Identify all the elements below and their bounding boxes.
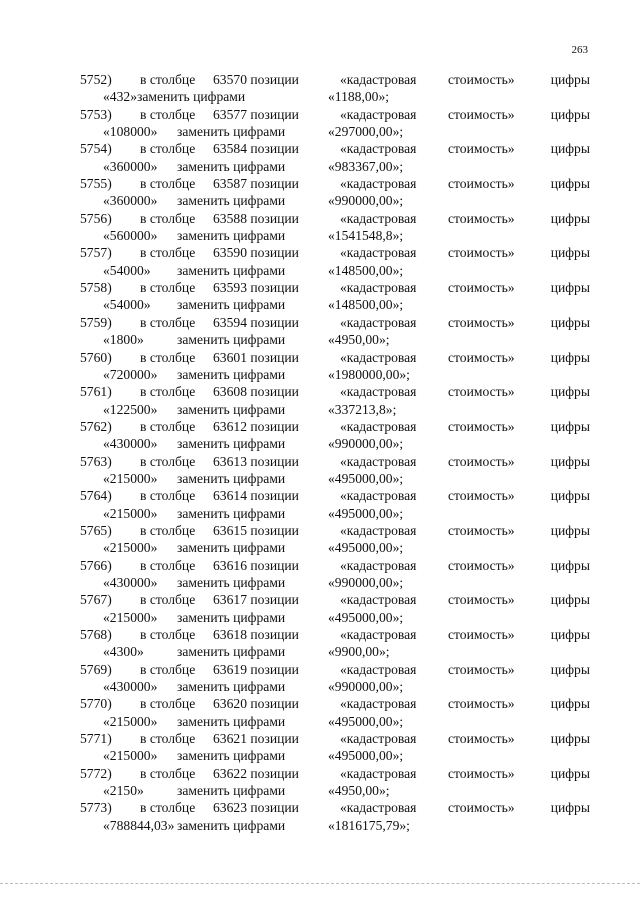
position-ref: 63594 позиции	[213, 314, 299, 330]
old-value: «215000»	[103, 540, 158, 556]
digits-word: цифры	[550, 522, 590, 538]
entry-number: 5758)	[80, 280, 112, 296]
entry-line-2	[80, 782, 592, 799]
field-name-start: «кадастровая	[340, 765, 417, 781]
field-name-end: стоимость»	[448, 106, 515, 122]
entry-number: 5772)	[80, 765, 112, 781]
new-value: «1980000,00»;	[328, 366, 410, 382]
entry-line-2	[80, 470, 592, 487]
amendment-entry	[80, 626, 592, 661]
replace-phrase: заменить цифрами	[177, 748, 286, 764]
new-value: «495000,00»;	[328, 748, 404, 764]
amendment-entry	[80, 279, 592, 314]
entry-line-1	[80, 279, 592, 296]
amendment-entry	[80, 765, 592, 800]
amendment-entry	[80, 140, 592, 175]
entry-number: 5761)	[80, 384, 112, 400]
amendment-entry	[80, 314, 592, 349]
replace-phrase: заменить цифрами	[177, 609, 286, 625]
old-value: «430000»	[103, 679, 158, 695]
position-ref: 63590 позиции	[213, 245, 299, 261]
old-value: «432»заменить цифрами	[103, 89, 246, 105]
replace-phrase: заменить цифрами	[177, 644, 286, 660]
amendment-list	[80, 71, 592, 834]
replace-phrase: заменить цифрами	[177, 332, 286, 348]
digits-word: цифры	[550, 627, 590, 642]
field-name-start: «кадастровая	[340, 418, 417, 434]
digits-word: цифры	[550, 314, 590, 330]
entry-number: 5755)	[80, 176, 112, 192]
field-name-start: «кадастровая	[340, 557, 417, 573]
old-value: «2150»	[103, 783, 144, 799]
position-ref: 63613 позиции	[213, 453, 299, 469]
entry-line-2	[80, 88, 592, 105]
replace-phrase: заменить цифрами	[177, 540, 286, 556]
amendment-entry	[80, 695, 592, 730]
digits-word: цифры	[550, 731, 590, 747]
field-name-start: «кадастровая	[340, 245, 417, 261]
new-value: «4950,00»;	[328, 783, 390, 799]
field-name-start: «кадастровая	[340, 384, 417, 400]
entry-line-2	[80, 817, 592, 834]
field-name-end: стоимость»	[448, 696, 515, 712]
entry-line-2	[80, 227, 592, 244]
position-ref: 63620 позиции	[213, 696, 299, 712]
entry-line-1	[80, 487, 592, 504]
new-value: «990000,00»;	[328, 436, 404, 452]
entry-line-2	[80, 192, 592, 209]
digits-word: цифры	[550, 765, 590, 781]
field-name-end: стоимость»	[448, 800, 515, 816]
field-name-end: стоимость»	[448, 765, 515, 781]
field-name-start: «кадастровая	[340, 72, 417, 87]
entry-line-1	[80, 210, 592, 227]
amendment-entry	[80, 487, 592, 522]
field-name-end: стоимость»	[448, 141, 515, 157]
position-ref: 63584 позиции	[213, 141, 299, 157]
replace-phrase: заменить цифрами	[177, 193, 286, 209]
new-value: «297000,00»;	[328, 124, 404, 140]
field-name-start: «кадастровая	[340, 314, 417, 330]
digits-word: цифры	[550, 210, 590, 226]
replace-phrase: заменить цифрами	[177, 366, 286, 382]
column-ref: в столбце	[140, 176, 196, 192]
new-value: «990000,00»;	[328, 574, 404, 590]
field-name-end: стоимость»	[448, 488, 515, 504]
old-value: «720000»	[103, 366, 158, 382]
amendment-entry	[80, 557, 592, 592]
position-ref: 63577 позиции	[213, 106, 299, 122]
position-ref: 63615 позиции	[213, 522, 299, 538]
new-value: «495000,00»;	[328, 540, 404, 556]
field-name-start: «кадастровая	[340, 453, 417, 469]
entry-number: 5766)	[80, 557, 112, 573]
field-name-start: «кадастровая	[340, 280, 417, 296]
field-name-start: «кадастровая	[340, 592, 417, 608]
field-name-start: «кадастровая	[340, 522, 417, 538]
field-name-end: стоимость»	[448, 314, 515, 330]
old-value: «215000»	[103, 748, 158, 764]
new-value: «337213,8»;	[328, 401, 397, 417]
position-ref: 63601 позиции	[213, 349, 299, 365]
amendment-entry	[80, 522, 592, 557]
digits-word: цифры	[550, 592, 590, 608]
entry-line-2	[80, 574, 592, 591]
replace-phrase: заменить цифрами	[177, 574, 286, 590]
new-value: «4950,00»;	[328, 332, 390, 348]
entry-line-1	[80, 71, 592, 88]
entry-number: 5770)	[80, 696, 112, 712]
old-value: «215000»	[103, 609, 158, 625]
old-value: «122500»	[103, 401, 158, 417]
amendment-entry	[80, 349, 592, 384]
entry-line-2	[80, 747, 592, 764]
field-name-start: «кадастровая	[340, 349, 417, 365]
entry-line-1	[80, 765, 592, 782]
old-value: «4300»	[103, 644, 144, 660]
new-value: «495000,00»;	[328, 713, 404, 729]
entry-line-2	[80, 505, 592, 522]
position-ref: 63621 позиции	[213, 731, 299, 747]
replace-phrase: заменить цифрами	[177, 505, 286, 521]
entry-line-1	[80, 557, 592, 574]
column-ref: в столбце	[140, 731, 196, 747]
new-value: «9900,00»;	[328, 644, 390, 660]
entry-number: 5771)	[80, 731, 112, 747]
field-name-end: стоимость»	[448, 245, 515, 261]
position-ref: 63619 позиции	[213, 661, 299, 677]
entry-line-2	[80, 713, 592, 730]
column-ref: в столбце	[140, 522, 196, 538]
old-value: «215000»	[103, 505, 158, 521]
column-ref: в столбце	[140, 765, 196, 781]
entry-number: 5763)	[80, 453, 112, 469]
new-value: «1188,00»;	[328, 89, 390, 105]
entry-line-2	[80, 158, 592, 175]
field-name-end: стоимость»	[448, 627, 515, 642]
column-ref: в столбце	[140, 280, 196, 296]
amendment-entry	[80, 106, 592, 141]
replace-phrase: заменить цифрами	[177, 228, 286, 244]
column-ref: в столбце	[140, 314, 196, 330]
new-value: «1816175,79»;	[328, 817, 410, 833]
entry-line-1	[80, 314, 592, 331]
field-name-start: «кадастровая	[340, 800, 417, 816]
new-value: «495000,00»;	[328, 609, 404, 625]
digits-word: цифры	[550, 245, 590, 261]
entry-line-2	[80, 331, 592, 348]
position-ref: 63614 позиции	[213, 488, 299, 504]
amendment-entry	[80, 418, 592, 453]
entry-line-2	[80, 435, 592, 452]
amendment-entry	[80, 175, 592, 210]
field-name-start: «кадастровая	[340, 661, 417, 677]
replace-phrase: заменить цифрами	[177, 401, 286, 417]
column-ref: в столбце	[140, 592, 196, 608]
old-value: «54000»	[103, 297, 151, 313]
replace-phrase: заменить цифрами	[177, 679, 286, 695]
old-value: «788844,03»	[103, 817, 175, 833]
page-bottom-rule	[0, 883, 640, 884]
field-name-start: «кадастровая	[340, 627, 417, 642]
old-value: «1800»	[103, 332, 144, 348]
entry-number: 5765)	[80, 522, 112, 538]
entry-line-2	[80, 366, 592, 383]
digits-word: цифры	[550, 418, 590, 434]
digits-word: цифры	[550, 280, 590, 296]
entry-line-2	[80, 296, 592, 313]
entry-line-1	[80, 383, 592, 400]
position-ref: 63608 позиции	[213, 384, 299, 400]
position-ref: 63587 позиции	[213, 176, 299, 192]
old-value: «360000»	[103, 158, 158, 174]
entry-number: 5769)	[80, 661, 112, 677]
old-value: «430000»	[103, 574, 158, 590]
replace-phrase: заменить цифрами	[177, 713, 286, 729]
entry-line-2	[80, 401, 592, 418]
column-ref: в столбце	[140, 800, 196, 816]
field-name-end: стоимость»	[448, 280, 515, 296]
position-ref: 63570 позиции	[213, 72, 299, 87]
field-name-end: стоимость»	[448, 453, 515, 469]
field-name-start: «кадастровая	[340, 106, 417, 122]
entry-line-2	[80, 643, 592, 660]
field-name-end: стоимость»	[448, 176, 515, 192]
entry-number: 5767)	[80, 592, 112, 608]
column-ref: в столбце	[140, 384, 196, 400]
new-value: «148500,00»;	[328, 297, 404, 313]
replace-phrase: заменить цифрами	[177, 297, 286, 313]
column-ref: в столбце	[140, 696, 196, 712]
position-ref: 63593 позиции	[213, 280, 299, 296]
digits-word: цифры	[550, 661, 590, 677]
position-ref: 63623 позиции	[213, 800, 299, 816]
entry-number: 5768)	[80, 627, 112, 642]
entry-number: 5753)	[80, 106, 112, 122]
entry-number: 5773)	[80, 800, 112, 816]
new-value: «990000,00»;	[328, 679, 404, 695]
new-value: «495000,00»;	[328, 470, 404, 486]
new-value: «148500,00»;	[328, 262, 404, 278]
entry-line-1	[80, 799, 592, 816]
column-ref: в столбце	[140, 349, 196, 365]
position-ref: 63622 позиции	[213, 765, 299, 781]
entry-number: 5757)	[80, 245, 112, 261]
replace-phrase: заменить цифрами	[177, 783, 286, 799]
field-name-end: стоимость»	[448, 592, 515, 608]
entry-number: 5756)	[80, 210, 112, 226]
digits-word: цифры	[550, 557, 590, 573]
field-name-end: стоимость»	[448, 418, 515, 434]
entry-line-1	[80, 626, 592, 643]
position-ref: 63616 позиции	[213, 557, 299, 573]
entry-line-1	[80, 140, 592, 157]
column-ref: в столбце	[140, 661, 196, 677]
field-name-start: «кадастровая	[340, 141, 417, 157]
amendment-entry	[80, 383, 592, 418]
field-name-end: стоимость»	[448, 661, 515, 677]
entry-line-2	[80, 609, 592, 626]
entry-line-1	[80, 418, 592, 435]
new-value: «495000,00»;	[328, 505, 404, 521]
digits-word: цифры	[550, 800, 590, 816]
entry-number: 5752)	[80, 72, 112, 87]
replace-phrase: заменить цифрами	[177, 124, 286, 140]
old-value: «215000»	[103, 713, 158, 729]
amendment-entry	[80, 71, 592, 106]
old-value: «430000»	[103, 436, 158, 452]
replace-phrase: заменить цифрами	[177, 436, 286, 452]
position-ref: 63612 позиции	[213, 418, 299, 434]
old-value: «360000»	[103, 193, 158, 209]
entry-line-2	[80, 539, 592, 556]
entry-line-2	[80, 123, 592, 140]
entry-line-1	[80, 244, 592, 261]
replace-phrase: заменить цифрами	[177, 470, 286, 486]
position-ref: 63618 позиции	[213, 627, 299, 642]
entry-number: 5754)	[80, 141, 112, 157]
entry-line-1	[80, 695, 592, 712]
entry-number: 5760)	[80, 349, 112, 365]
field-name-start: «кадастровая	[340, 731, 417, 747]
column-ref: в столбце	[140, 106, 196, 122]
digits-word: цифры	[550, 176, 590, 192]
field-name-start: «кадастровая	[340, 696, 417, 712]
digits-word: цифры	[550, 106, 590, 122]
entry-line-1	[80, 730, 592, 747]
column-ref: в столбце	[140, 557, 196, 573]
digits-word: цифры	[550, 349, 590, 365]
digits-word: цифры	[550, 72, 590, 87]
column-ref: в столбце	[140, 453, 196, 469]
amendment-entry	[80, 661, 592, 696]
position-ref: 63617 позиции	[213, 592, 299, 608]
amendment-entry	[80, 799, 592, 834]
entry-number: 5762)	[80, 418, 112, 434]
entry-line-1	[80, 349, 592, 366]
entry-line-1	[80, 522, 592, 539]
amendment-entry	[80, 591, 592, 626]
entry-number: 5759)	[80, 314, 112, 330]
column-ref: в столбце	[140, 488, 196, 504]
column-ref: в столбце	[140, 418, 196, 434]
field-name-end: стоимость»	[448, 72, 515, 87]
field-name-end: стоимость»	[448, 557, 515, 573]
field-name-end: стоимость»	[448, 349, 515, 365]
column-ref: в столбце	[140, 141, 196, 157]
replace-phrase: заменить цифрами	[177, 817, 286, 833]
old-value: «108000»	[103, 124, 158, 140]
amendment-entry	[80, 453, 592, 488]
replace-phrase: заменить цифрами	[177, 262, 286, 278]
old-value: «215000»	[103, 470, 158, 486]
field-name-start: «кадастровая	[340, 210, 417, 226]
entry-number: 5764)	[80, 488, 112, 504]
entry-line-1	[80, 591, 592, 608]
old-value: «54000»	[103, 262, 151, 278]
field-name-start: «кадастровая	[340, 176, 417, 192]
column-ref: в столбце	[140, 627, 196, 642]
page-number: 263	[571, 44, 588, 56]
old-value: «560000»	[103, 228, 158, 244]
entry-line-1	[80, 453, 592, 470]
entry-line-2	[80, 262, 592, 279]
new-value: «983367,00»;	[328, 158, 404, 174]
field-name-end: стоимость»	[448, 731, 515, 747]
field-name-end: стоимость»	[448, 384, 515, 400]
field-name-end: стоимость»	[448, 210, 515, 226]
column-ref: в столбце	[140, 72, 196, 87]
position-ref: 63588 позиции	[213, 210, 299, 226]
new-value: «1541548,8»;	[328, 228, 404, 244]
field-name-start: «кадастровая	[340, 488, 417, 504]
amendment-entry	[80, 210, 592, 245]
digits-word: цифры	[550, 141, 590, 157]
amendment-entry	[80, 730, 592, 765]
digits-word: цифры	[550, 384, 590, 400]
entry-line-1	[80, 175, 592, 192]
column-ref: в столбце	[140, 245, 196, 261]
digits-word: цифры	[550, 453, 590, 469]
column-ref: в столбце	[140, 210, 196, 226]
entry-line-2	[80, 678, 592, 695]
entry-line-1	[80, 661, 592, 678]
field-name-end: стоимость»	[448, 522, 515, 538]
new-value: «990000,00»;	[328, 193, 404, 209]
digits-word: цифры	[550, 488, 590, 504]
entry-line-1	[80, 106, 592, 123]
replace-phrase: заменить цифрами	[177, 158, 286, 174]
digits-word: цифры	[550, 696, 590, 712]
amendment-entry	[80, 244, 592, 279]
